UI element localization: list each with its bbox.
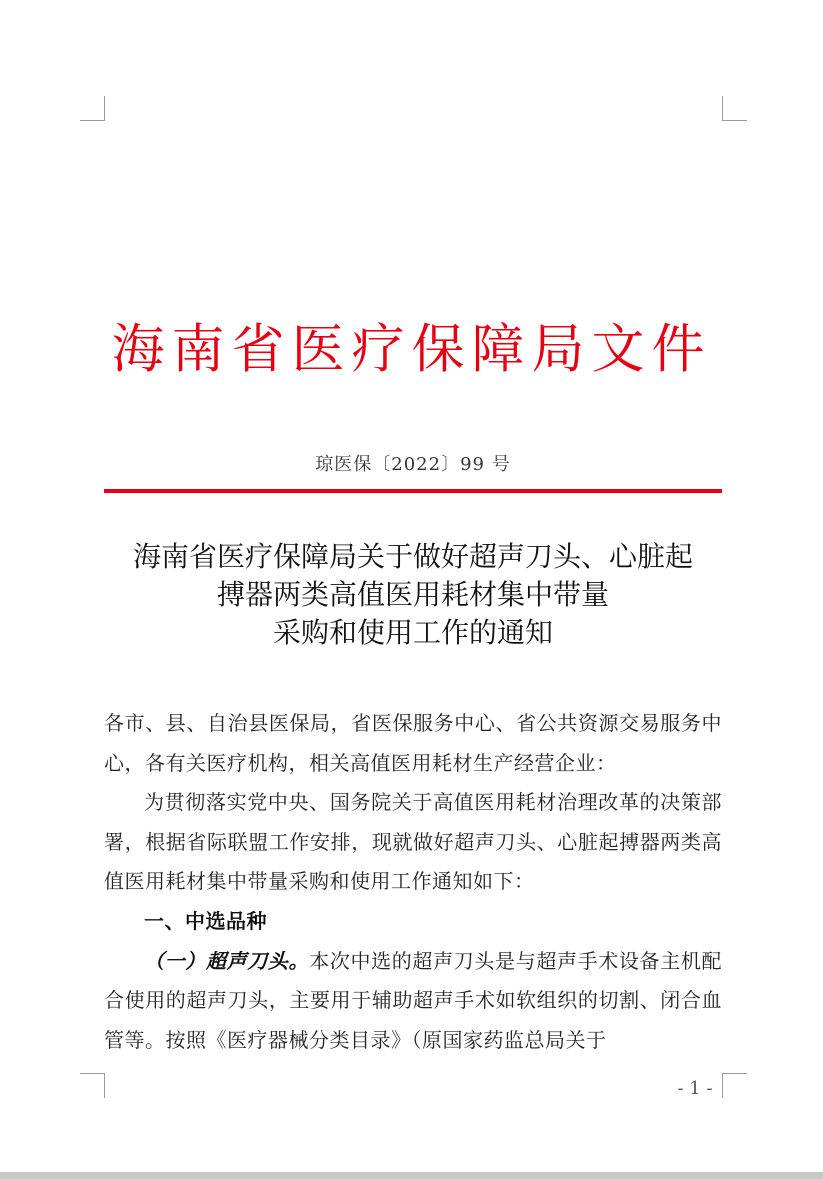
subsection-text: 本次中选的超声刀头是与超声手术设备主机配合使用的超声刀头，主要用于辅助超声手术如软组织的切割、闭合血管等。按照《医疗器械分类目录》（原国家药监总局关于 bbox=[104, 948, 723, 1052]
crop-mark-top-right bbox=[722, 96, 747, 121]
title-line-1: 海南省医疗保障局关于做好超声刀头、心脏起 bbox=[132, 540, 693, 573]
crop-mark-top-left bbox=[80, 96, 105, 121]
subsection-paragraph bbox=[104, 942, 722, 1061]
subsection-heading: （一）超声刀头。 bbox=[144, 948, 310, 973]
page-number: - 1 - bbox=[677, 1078, 713, 1099]
document-body bbox=[104, 704, 722, 1060]
title-line-2: 搏器两类高值医用耗材集中带量 bbox=[216, 578, 609, 611]
document-title bbox=[104, 538, 722, 652]
document-number: 琼医保〔2022〕99 号 bbox=[315, 454, 511, 475]
title-line-3: 采购和使用工作的通知 bbox=[272, 616, 553, 649]
addressees-paragraph: 各市、县、自治县医保局，省医保服务中心、省公共资源交易服务中心，各有关医疗机构，相关高值医用耗材生产经营企业： bbox=[104, 711, 722, 775]
intro-paragraph: 为贯彻落实党中央、国务院关于高值医用耗材治理改革的决策部署，根据省际联盟工作安排，现就做好超声刀头、心脏起搏器两类高值医用耗材集中带量采购和使用工作通知如下： bbox=[104, 790, 722, 894]
viewer-bottom-bar bbox=[0, 1172, 823, 1179]
red-divider-line bbox=[104, 489, 722, 493]
section-heading: 一、中选品种 bbox=[144, 908, 267, 933]
crop-mark-bottom-left bbox=[80, 1073, 105, 1098]
issuer-header: 海南省医疗保障局文件 bbox=[111, 319, 712, 380]
